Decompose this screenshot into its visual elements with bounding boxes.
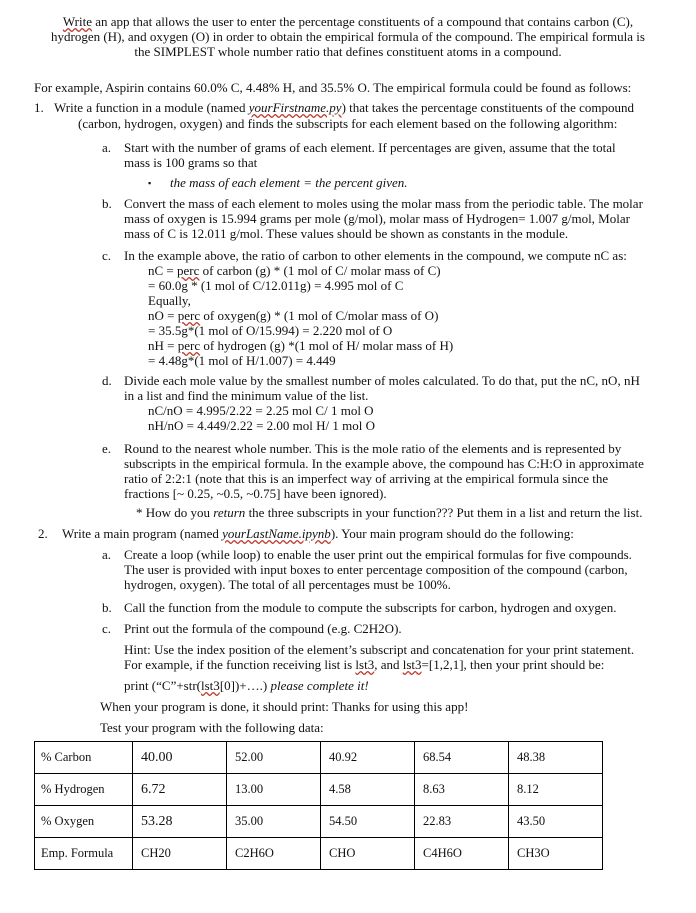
item-1c-mark: c. bbox=[102, 248, 112, 263]
table-cell: 52.00 bbox=[227, 742, 321, 774]
table-cell: 68.54 bbox=[415, 742, 509, 774]
nc-line-1: nC = perc of carbon (g) * (1 mol of C/ molar mass of C) bbox=[148, 263, 441, 278]
example-line: For example, Aspirin contains 60.0% C, 4.48% H, and 35.5% O. The empirical formula could be found as follows: bbox=[34, 80, 632, 95]
test-data-table bbox=[34, 741, 603, 870]
item-1d-line-1: Divide each mole value by the smallest number of moles calculated. To do that, put the nC, nO, nH bbox=[124, 373, 640, 388]
row-label: % Oxygen bbox=[35, 806, 133, 838]
item-2b-mark: b. bbox=[102, 600, 112, 615]
item-2a-line-1: Create a loop (while loop) to enable the user print out the empirical formulas for five compounds. bbox=[124, 547, 632, 562]
section-2-number: 2. bbox=[38, 526, 48, 541]
row-label: % Carbon bbox=[35, 742, 133, 774]
equally-line: Equally, bbox=[148, 293, 191, 308]
item-1e-line-3: ratio of 2:2:1 (note that this is an imperfect way of arriving at the empirical formula since the bbox=[124, 471, 609, 486]
notebook-filename: yourLastName.ipynb bbox=[222, 526, 331, 541]
intro-line-1: Write an app that allows the user to enter the percentage constituents of a compound that contains carbon (C), bbox=[62, 14, 634, 29]
return-question: * How do you return the three subscripts in your function??? Put them in a list and return the list. bbox=[136, 505, 643, 520]
bullet-icon: ▪ bbox=[148, 178, 152, 188]
item-1a-mark: a. bbox=[102, 140, 112, 155]
item-1d-mark: d. bbox=[102, 373, 112, 388]
intro-paragraph bbox=[20, 14, 676, 59]
item-2a-line-2: The user is provided with input boxes to enter percentage composition of the compound (carbon, bbox=[124, 562, 628, 577]
table-row bbox=[35, 774, 603, 806]
item-1e-line-1: Round to the nearest whole number. This is the mole ratio of the elements and is represented by bbox=[124, 441, 622, 456]
table-cell: 53.28 bbox=[133, 806, 227, 838]
table-cell: 54.50 bbox=[321, 806, 415, 838]
table-cell: C2H6O bbox=[227, 838, 321, 870]
row-label: Emp. Formula bbox=[35, 838, 133, 870]
table-row bbox=[35, 838, 603, 870]
table-cell: 22.83 bbox=[415, 806, 509, 838]
table-cell: 40.92 bbox=[321, 742, 415, 774]
item-2a-line-3: hydrogen, oxygen). The total of all percentages must be 100%. bbox=[124, 577, 451, 592]
row-label: % Hydrogen bbox=[35, 774, 133, 806]
table-cell: CHO bbox=[321, 838, 415, 870]
item-1d-line-3: nC/nO = 4.995/2.22 = 2.25 mol C/ 1 mol O bbox=[148, 403, 374, 418]
item-1d-line-4: nH/nO = 4.449/2.22 = 2.00 mol H/ 1 mol O bbox=[148, 418, 375, 433]
item-1a-line-2: mass is 100 grams so that bbox=[124, 155, 258, 170]
no-line-1: nO = perc of oxygen(g) * (1 mol of C/molar mass of O) bbox=[148, 308, 439, 323]
table-cell: 4.58 bbox=[321, 774, 415, 806]
item-1b-line-3: mass of C is 12.011 g/mol. These values should be shown as constants in the module. bbox=[124, 226, 569, 241]
table-cell: 13.00 bbox=[227, 774, 321, 806]
nc-line-2: = 60.0g * (1 mol of C/12.011g) = 4.995 mol of C bbox=[148, 278, 404, 293]
item-1e-line-4: fractions [~ 0.25, ~0.5, ~0.75] have been ignored). bbox=[124, 486, 387, 501]
item-1b-line-2: mass of oxygen is 15.994 grams per mole (g/mol), molar mass of Hydrogen= 1.007 g/mol, Molar bbox=[124, 211, 630, 226]
table-cell: 43.50 bbox=[509, 806, 603, 838]
table-row bbox=[35, 742, 603, 774]
section-1-number: 1. bbox=[34, 100, 44, 115]
nh-line-1: nH = perc of hydrogen (g) *(1 mol of H/ molar mass of H) bbox=[148, 338, 454, 353]
intro-line-3: the SIMPLEST whole number ratio that defines constituent atoms in a compound. bbox=[134, 44, 562, 59]
table-cell: 40.00 bbox=[133, 742, 227, 774]
item-1c-line-1: In the example above, the ratio of carbon to other elements in the compound, we compute nC as: bbox=[124, 248, 627, 263]
section-1-line-1: Write a function in a module (named yourFirstname.py) that takes the percentage constituents of the compound bbox=[54, 100, 634, 115]
item-2c-line-1: Print out the formula of the compound (e.g. C2H2O). bbox=[124, 621, 402, 636]
no-line-2: = 35.5g*(1 mol of O/15.994) = 2.220 mol of O bbox=[148, 323, 393, 338]
print-hint-line: print (“C”+str(lst3[0])+….) please complete it! bbox=[124, 678, 369, 693]
table-cell: CH20 bbox=[133, 838, 227, 870]
item-2b-line-1: Call the function from the module to compute the subscripts for carbon, hydrogen and oxygen. bbox=[124, 600, 617, 615]
table-cell: 48.38 bbox=[509, 742, 603, 774]
item-1a-line-1: Start with the number of grams of each element. If percentages are given, assume that the total bbox=[124, 140, 616, 155]
done-line: When your program is done, it should print: Thanks for using this app! bbox=[100, 699, 469, 714]
item-1e-line-2: subscripts in the empirical formula. In the example above, the compound has C:H:O in approximate bbox=[124, 456, 644, 471]
item-1b-line-1: Convert the mass of each element to moles using the molar mass from the periodic table. The molar bbox=[124, 196, 643, 211]
item-1b-mark: b. bbox=[102, 196, 112, 211]
test-line: Test your program with the following data: bbox=[100, 720, 324, 735]
item-1d-line-2: in a list and find the minimum value of the list. bbox=[124, 388, 369, 403]
hint-line-2: For example, if the function receiving list is lst3, and lst3=[1,2,1], then your print should be: bbox=[124, 657, 605, 672]
table-cell: 35.00 bbox=[227, 806, 321, 838]
item-1a-bullet-text: the mass of each element = the percent given. bbox=[170, 175, 408, 190]
item-2c-mark: c. bbox=[102, 621, 112, 636]
table-cell: 6.72 bbox=[133, 774, 227, 806]
section-2-line-1: Write a main program (named yourLastName.ipynb). Your main program should do the following: bbox=[62, 526, 574, 541]
section-1-line-2: (carbon, hydrogen, oxygen) and finds the subscripts for each element based on the following algorithm: bbox=[78, 116, 618, 131]
intro-line-2: hydrogen (H), and oxygen (O) in order to obtain the empirical formula of the compound. The empirical formula is bbox=[51, 29, 645, 44]
table-cell: C4H6O bbox=[415, 838, 509, 870]
nh-line-2: = 4.48g*(1 mol of H/1.007) = 4.449 bbox=[148, 353, 336, 368]
table-row bbox=[35, 806, 603, 838]
table-cell: 8.63 bbox=[415, 774, 509, 806]
table-cell: CH3O bbox=[509, 838, 603, 870]
item-1e-mark: e. bbox=[102, 441, 112, 456]
table-cell: 8.12 bbox=[509, 774, 603, 806]
item-2a-mark: a. bbox=[102, 547, 112, 562]
module-filename: yourFirstname.py bbox=[248, 100, 342, 115]
hint-line-1: Hint: Use the index position of the element’s subscript and concatenation for your print statement. bbox=[124, 642, 635, 657]
